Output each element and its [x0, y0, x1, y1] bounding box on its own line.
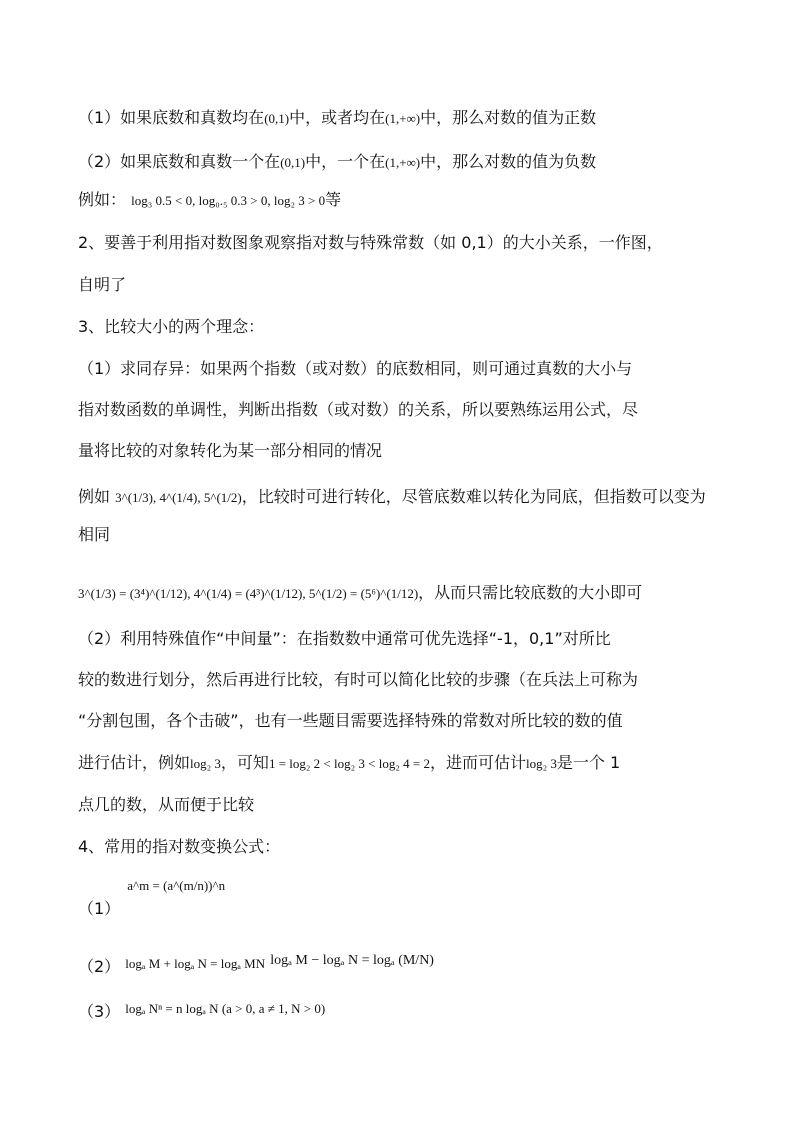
section-3-heading: 3、比较大小的两个理念： — [78, 317, 265, 336]
document-page: （1）如果底数和真数均在(0,1)中，或者均在(1,+∞)中，那么对数的值为正数 （2）如果底数和真数一个在(0,1)中，一个在(1,+∞)中，那么对数的值为负数 例如： log₃ 0.5 < 0, log₀.₅ 0.3 > 0, log₂ 3 > 0等 2、要善于利用指对数图象观察指对数与特殊常数（如 0,1）的大小关系，一作图， 自明了 3、比较大小的两个理念： （1）求同存异：如果两个指数（或对数）的底数相同，则可通过真数的大小与 指对数函数的单调性，判断出指数（或对数）的关系，所以要熟练运用公式，尽 量将比较的对象转化为某一部分相同的情况 例如 3^(1/3), 4^(1/4), 5^(1/2)，比较时可进行转化，尽管底数难以转化为同底，但指数可以变为 相同 3^(1/3) = (3⁴)^(1/12), 4^(1/4) = (4³)^(1/12), 5^(1/2) = (5⁶)^(1/12)，从而只需比较底数的大小即可 （2）利用特殊值作“中间量”：在指数数中通常可优先选择“-1，0,1”对所比 较的数进行划分，然后再进行比较，有时可以简化比较的步骤（在兵法上可称为 “分割包围，各个击破”，也有一些题目需要选择特殊的常数对所比较的数的值 进行估计，例如log₂ 3，可知1 = log₂ 2 < log₂ 3 < log₂ 4 = 2，进而可估计log₂ 3是一个 1 点几的数，从而便于比较 4、常用的指对数变换公式： （1） $^{a\^{}m = (a\^{}(m/n))\^{}n}$ （2） $^{log_a M + log_a N = log_a MN}$ logₐ M − logₐ N = logₐ (M/N) （3） $^{log_a N^n = n log_a N (a > 0, a \ne 1, N > 0)}$ — [0, 0, 794, 1123]
log-estimate-formula: 1 = log₂ 2 < log₂ 3 < log₂ 4 = 2 — [268, 756, 430, 771]
section-2: 2、要善于利用指对数图象观察指对数与特殊常数（如 0,1）的大小关系，一作图， — [78, 233, 663, 252]
log-sum-formula: logₐ M + logₐ N = logₐ MN — [125, 956, 266, 971]
interval-1-inf: (1,+∞) — [385, 111, 421, 126]
roots-formula: 3^(1/3), 4^(1/4), 5^(1/2) — [115, 490, 242, 505]
rule-positive: （1）如果底数和真数均在(0,1)中，或者均在(1,+∞)中，那么对数的值为正数 — [78, 108, 597, 127]
roots-transform-formula: 3^(1/3) = (3⁴)^(1/12), 4^(1/4) = (4³)^(1/12), 5^(1/2) = (5⁶)^(1/12) — [78, 586, 419, 601]
formula-3: （3） $^{log_a N^n = n log_a N (a > 0, a \ne 1, N > 0)}$ — [78, 1001, 326, 1021]
log-diff-formula: logₐ M − logₐ N = logₐ (M/N) — [270, 953, 434, 968]
power-formula: a^m = (a^(m/n))^n — [127, 878, 226, 893]
section-4-heading: 4、常用的指对数变换公式： — [78, 837, 281, 856]
roots-transform: 3^(1/3) = (3⁴)^(1/12), 4^(1/4) = (4³)^(1/12), 5^(1/2) = (5⁶)^(1/12)，从而只需比较底数的大小即可 — [78, 583, 643, 602]
concept-1: （1）求同存异：如果两个指数（或对数）的底数相同，则可通过真数的大小与 — [78, 359, 633, 378]
interval-0-1: (0,1) — [264, 111, 290, 126]
formula-2: （2） $^{log_a M + log_a N = log_a MN}$ logₐ M − logₐ N = logₐ (M/N) — [78, 953, 434, 976]
log-power-formula: logₐ Nⁿ = n logₐ N (a > 0, a ≠ 1, N > 0) — [125, 1001, 326, 1016]
example-log-formula: log₃ 0.5 < 0, log₀.₅ 0.3 > 0, log₂ 3 > 0 — [131, 193, 326, 208]
formula-1: （1） $^{a\^{}m = (a\^{}(m/n))\^{}n}$ — [78, 878, 226, 918]
example-roots: 例如 3^(1/3), 4^(1/4), 5^(1/2)，比较时可进行转化，尽管底数难以转化为同底，但指数可以变为 — [78, 487, 706, 506]
rule-negative: （2）如果底数和真数一个在(0,1)中，一个在(1,+∞)中，那么对数的值为负数 — [78, 152, 597, 171]
concept-2: （2）利用特殊值作“中间量”：在指数数中通常可优先选择“-1，0,1”对所比 — [78, 629, 611, 648]
example-logs: 例如： log₃ 0.5 < 0, log₀.₅ 0.3 > 0, log₂ 3 > 0等 — [78, 190, 342, 209]
